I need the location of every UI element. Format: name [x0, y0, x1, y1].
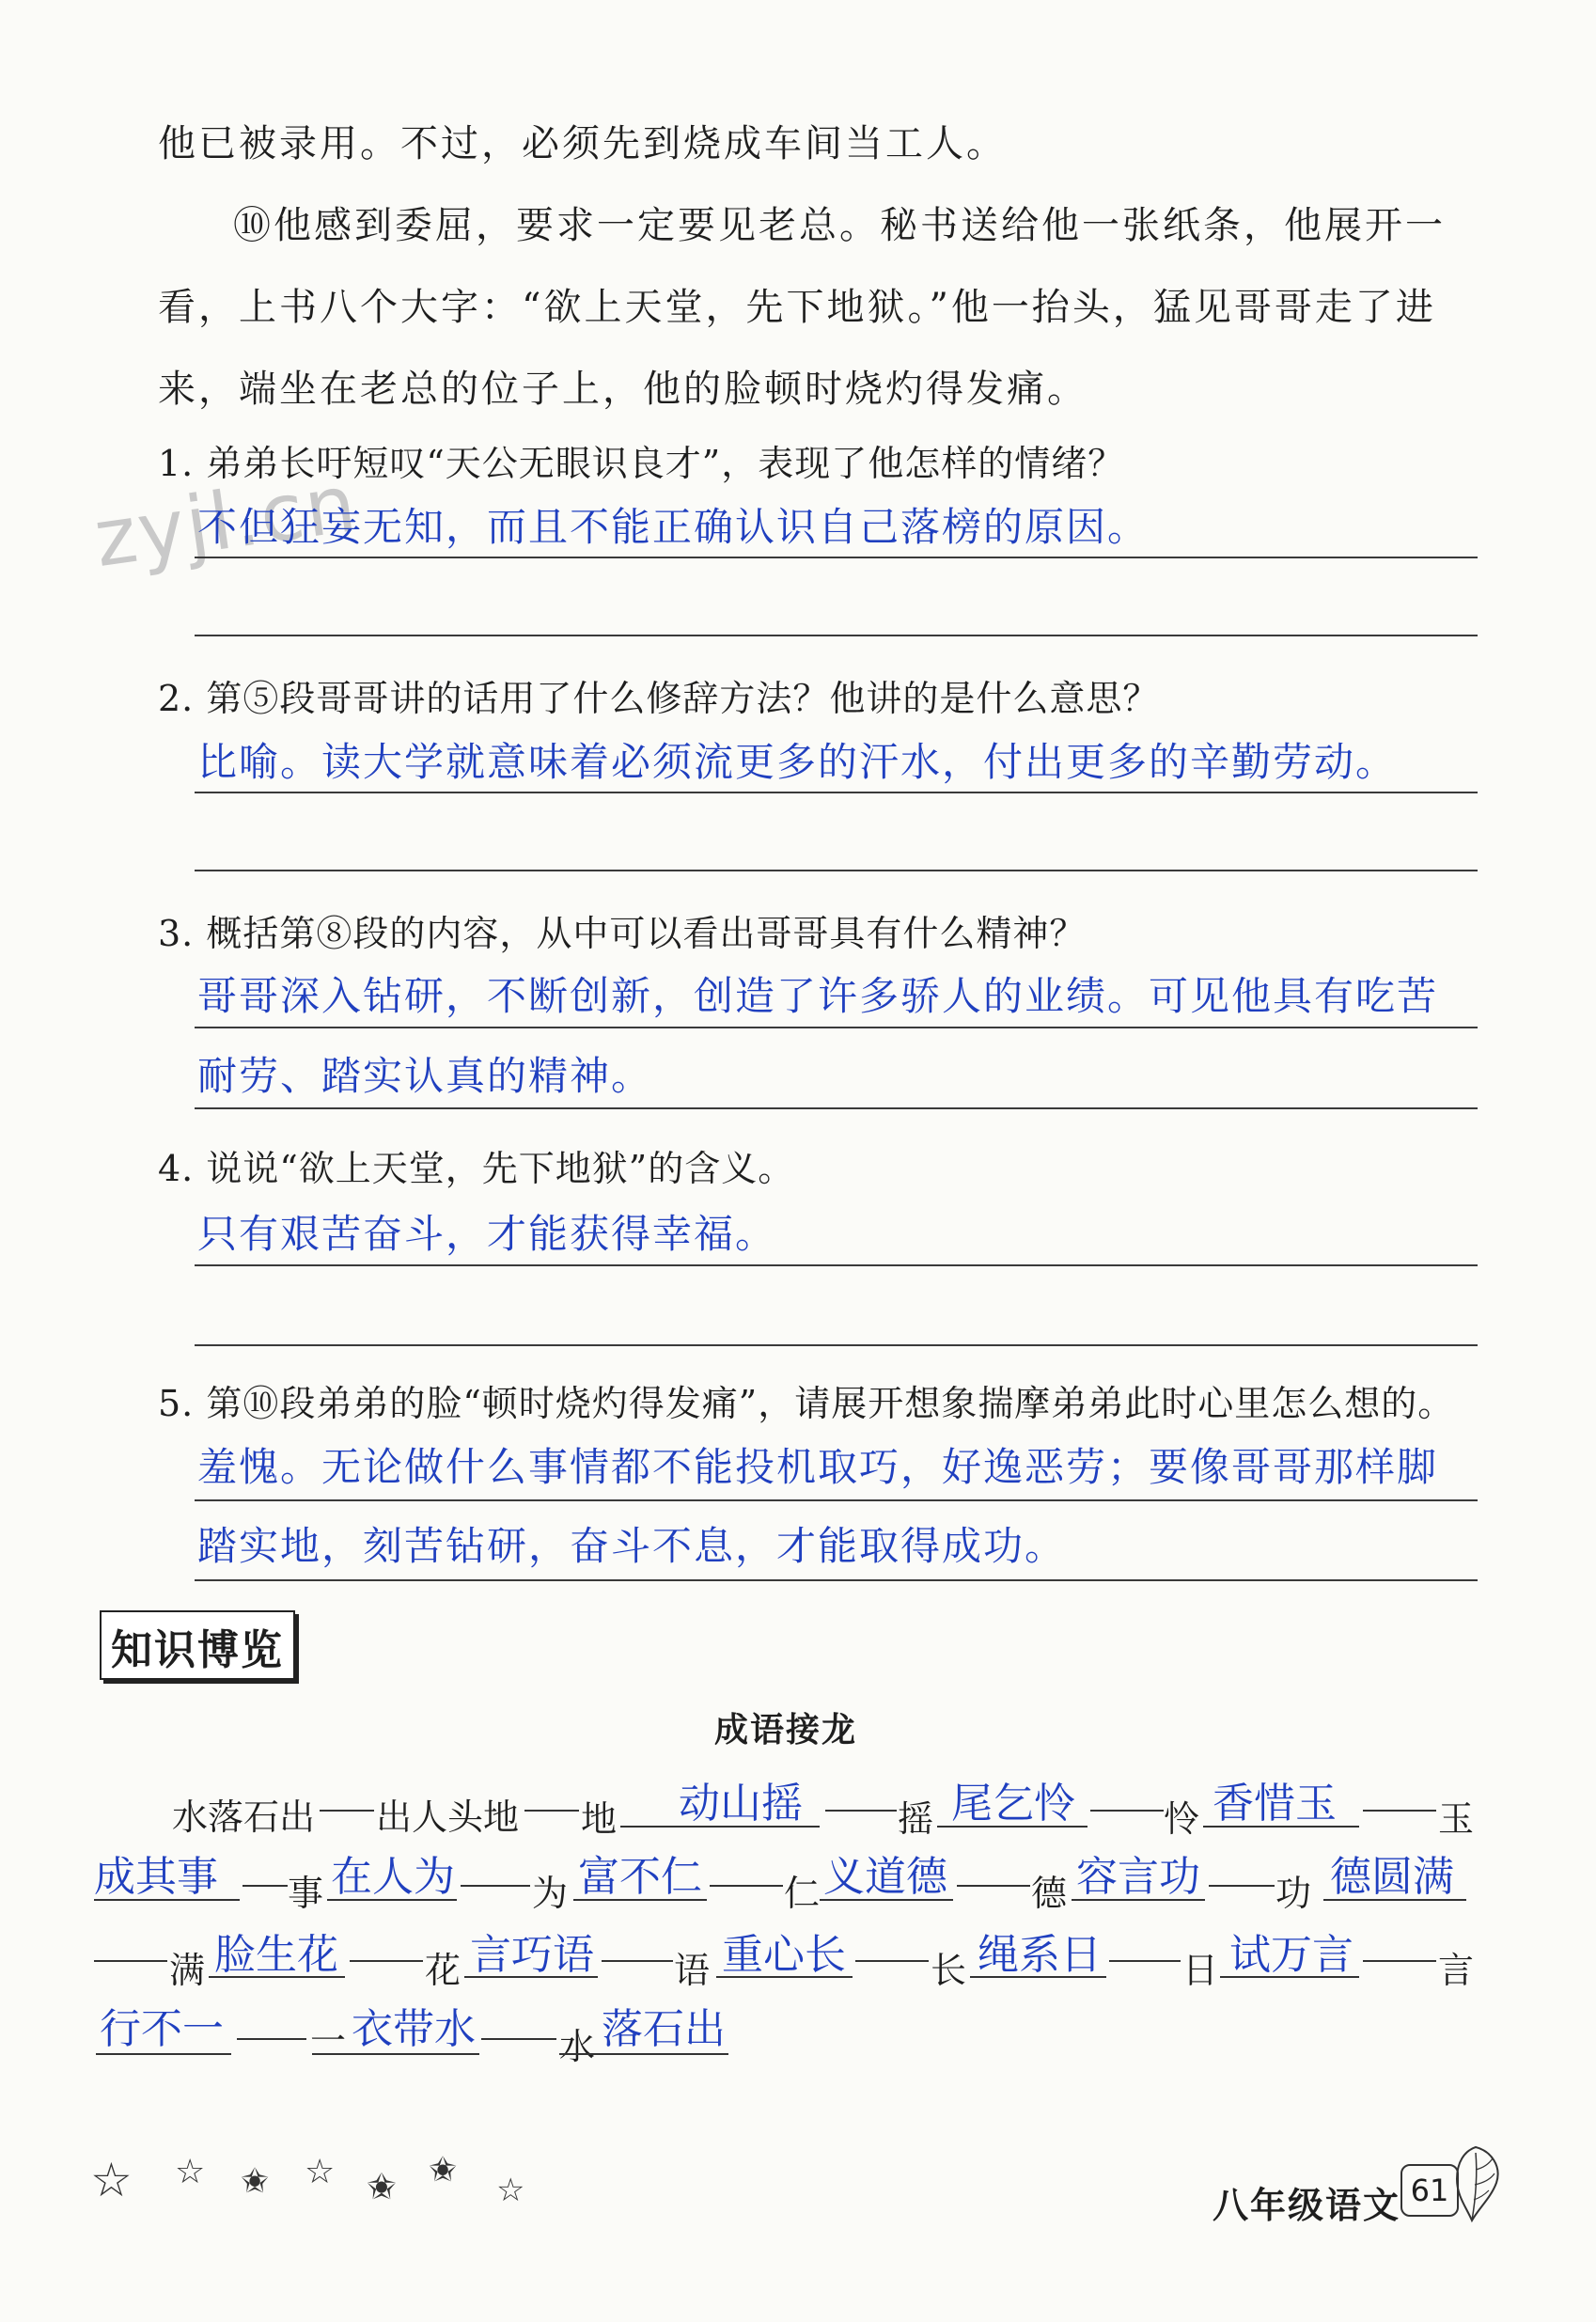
blank-line [1323, 1899, 1466, 1901]
blank-line [209, 1976, 345, 1978]
leaf-icon [1447, 2142, 1506, 2226]
passage-line: 他已被录用。不过，必须先到烧成车间当工人。 [158, 122, 1007, 165]
dash [461, 1885, 530, 1887]
idiom-printed: 怜 [1164, 1798, 1200, 1840]
star-icon: ✬ [429, 2151, 458, 2189]
idiom-handwritten: 在人为 [331, 1853, 455, 1901]
idiom-printed: 水 [559, 2026, 596, 2067]
dash [710, 1885, 783, 1887]
dash [320, 1810, 374, 1812]
star-icon: ✬ [367, 2166, 397, 2207]
paragraph-10-text: ⑩他感到委屈，要求一定要见老总。秘书送给他一张纸条，他展开一看，上书八个大字：“欲上天堂，先下地狱。”他一抬头，猛见哥哥走了进来，端坐在老总的位子上，他的脸顿时烧灼得发痛。 [158, 204, 1446, 411]
idiom-handwritten: 试万言 [1229, 1931, 1353, 1979]
idiom-printed: 出人头地 [376, 1796, 520, 1838]
idiom-handwritten: 绳系日 [978, 1931, 1102, 1979]
idiom-printed: 仁 [784, 1873, 821, 1914]
idiom-printed: 日 [1182, 1950, 1219, 1991]
blank-line [820, 1899, 953, 1901]
idiom-printed: 摇 [898, 1798, 934, 1840]
idiom-handwritten: 容言功 [1076, 1853, 1200, 1901]
idiom-handwritten: 动山摇 [679, 1780, 803, 1828]
idiom-handwritten: 香惜玉 [1213, 1780, 1337, 1828]
question-4: 4. 说说“欲上天堂，先下地狱”的含义。 [158, 1148, 795, 1189]
blank-line [573, 1899, 707, 1901]
star-icon: ☆ [496, 2172, 525, 2209]
answer-rule [195, 1107, 1478, 1109]
section-label: 知识博览 [100, 1610, 295, 1680]
blank-line [312, 2053, 479, 2055]
idiom-printed: 功 [1275, 1873, 1312, 1914]
idiom-handwritten: 义道德 [823, 1853, 947, 1901]
blank-line [937, 1826, 1087, 1828]
dash [481, 2038, 556, 2040]
answer-3-line-1: 哥哥深入钻研，不断创新，创造了许多骄人的业绩。可见他具有吃苦 [197, 973, 1439, 1019]
idiom-handwritten: 成其事 [94, 1853, 218, 1901]
question-5: 5. 第⑩段弟弟的脸“顿时烧灼得发痛”，请展开想象揣摩弟弟此时心里怎么想的。 [158, 1383, 1455, 1424]
idiom-handwritten: 德圆满 [1330, 1853, 1454, 1901]
footer-subject: 八年级语文 [1213, 2185, 1401, 2226]
idiom-printed: 言 [1438, 1950, 1475, 1991]
answer-rule [195, 635, 1478, 636]
dash [1363, 1960, 1436, 1962]
idiom-handwritten: 富不仁 [578, 1853, 702, 1901]
answer-1-line-1: 不但狂妄无知，而且不能正确认识自己落榜的原因。 [197, 504, 1150, 550]
dash [1209, 1885, 1275, 1887]
blank-line [970, 1976, 1106, 1978]
answer-rule [195, 1264, 1478, 1266]
answer-3-line-2: 耐劳、踏实认真的精神。 [197, 1053, 653, 1099]
answer-rule [195, 870, 1478, 871]
dash [1109, 1960, 1181, 1962]
idiom-printed: 语 [674, 1950, 711, 1991]
idiom-printed: 德 [1031, 1873, 1068, 1914]
blank-line [464, 1976, 598, 1978]
dash [243, 1885, 288, 1887]
star-icon: ☆ [175, 2153, 206, 2191]
question-1: 1. 弟弟长吁短叹“天公无眼识良才”，表现了他怎样的情绪？ [158, 443, 1125, 484]
idiom-handwritten: 重心长 [722, 1931, 846, 1979]
dash [94, 1960, 167, 1962]
idiom-handwritten: 言巧语 [470, 1931, 594, 1979]
answer-5-line-2: 踏实地，刻苦钻研，奋斗不息，才能取得成功。 [197, 1523, 1067, 1569]
blank-line [620, 1826, 820, 1828]
passage-paragraph-10 [158, 185, 1483, 431]
answer-2-line-1: 比喻。读大学就意味着必须流更多的汗水，付出更多的辛勤劳动。 [197, 739, 1398, 785]
blank-line [1203, 1826, 1359, 1828]
blank-line [327, 1899, 457, 1901]
idiom-printed: 满 [169, 1950, 206, 1991]
dash [602, 1960, 673, 1962]
answer-rule [195, 1027, 1478, 1028]
idiom-handwritten: 衣带水 [352, 2005, 476, 2053]
dash [855, 1960, 929, 1962]
dash [237, 2038, 306, 2040]
star-icon: ☆ [90, 2153, 133, 2207]
idiom-handwritten: 行不一 [100, 2005, 224, 2053]
watermark: zyjl.cn [88, 456, 364, 586]
idiom-printed: 事 [288, 1873, 324, 1914]
page-number: 61 [1400, 2164, 1459, 2217]
dash [1090, 1810, 1164, 1812]
dash [524, 1810, 579, 1812]
answer-rule [195, 1499, 1478, 1501]
question-2: 2. 第⑤段哥哥讲的话用了什么修辞方法？他讲的是什么意思？ [158, 678, 1160, 719]
idiom-handwritten: 脸生花 [214, 1931, 338, 1979]
dash [350, 1960, 423, 1962]
blank-line [94, 1899, 240, 1901]
blank-line [559, 2053, 728, 2055]
answer-5-line-1: 羞愧。无论做什么事情都不能投机取巧，好逸恶劳；要像哥哥那样脚 [197, 1444, 1439, 1490]
blank-line [716, 1976, 853, 1978]
idiom-printed: 一 [310, 2020, 347, 2062]
idiom-printed: 地 [581, 1798, 618, 1840]
blank-line [1072, 1899, 1205, 1901]
idiom-handwritten: 落石出 [602, 2005, 726, 2053]
idiom-printed: 花 [425, 1950, 462, 1991]
answer-rule [195, 792, 1478, 793]
answer-rule [195, 1344, 1478, 1346]
section-title: 成语接龙 [714, 1711, 858, 1749]
star-icon: ✬ [241, 2162, 270, 2201]
idiom-handwritten: 尾乞怜 [951, 1780, 1075, 1828]
idiom-printed: 为 [532, 1873, 569, 1914]
blank-line [96, 2053, 231, 2055]
idiom-printed: 水落石出 [172, 1796, 316, 1838]
idiom-printed: 长 [931, 1950, 967, 1991]
question-3: 3. 概括第⑧段的内容，从中可以看出哥哥具有什么精神？ [158, 913, 1087, 954]
dash [957, 1885, 1030, 1887]
star-icon: ☆ [305, 2153, 336, 2191]
dash [1363, 1810, 1436, 1812]
idiom-printed: 玉 [1438, 1798, 1475, 1840]
answer-rule [195, 1579, 1478, 1581]
answer-4-line-1: 只有艰苦奋斗，才能获得幸福。 [197, 1211, 777, 1257]
answer-rule [195, 557, 1478, 558]
blank-line [1220, 1976, 1359, 1978]
dash [825, 1810, 897, 1812]
